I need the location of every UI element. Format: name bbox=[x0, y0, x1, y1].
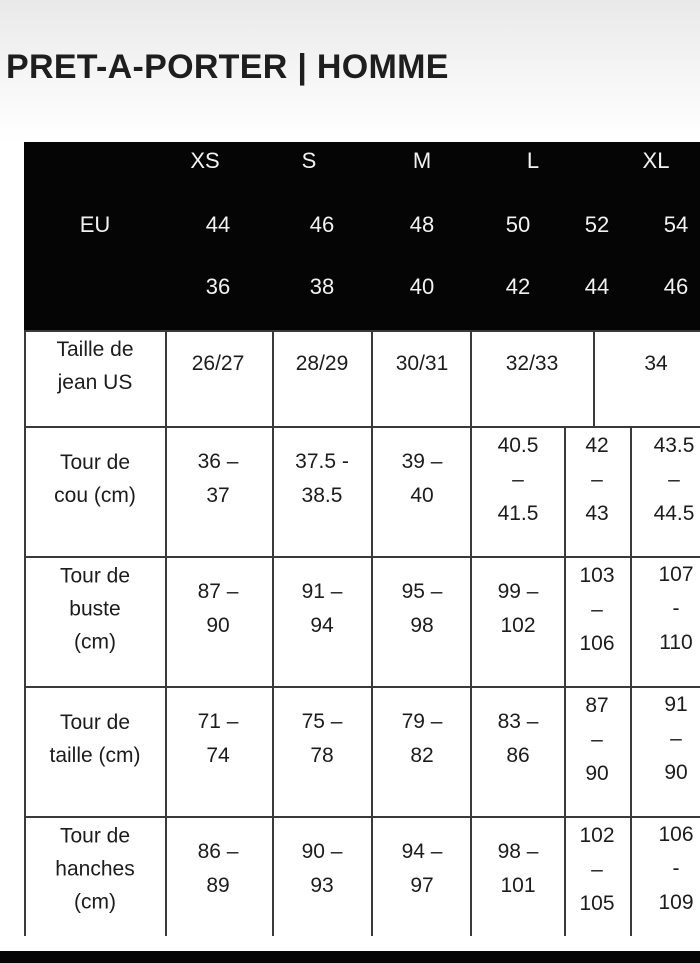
chest-l-52: 103 – 106 bbox=[579, 564, 615, 655]
eu-size-50: 50 bbox=[505, 212, 531, 237]
eu-size-46: 46 bbox=[309, 212, 335, 237]
alt-size-46: 46 bbox=[663, 274, 689, 299]
row-divider bbox=[24, 686, 700, 688]
column-divider bbox=[165, 330, 167, 936]
bottom-bar bbox=[0, 951, 700, 963]
hips-s: 90 – 93 bbox=[301, 840, 343, 897]
bottom-spacer bbox=[0, 936, 700, 951]
column-divider bbox=[470, 330, 472, 936]
eu-size-52: 52 bbox=[584, 212, 610, 237]
alt-size-38: 38 bbox=[309, 274, 335, 299]
row-divider bbox=[24, 816, 700, 818]
row-label-neck: Tour de cou (cm) bbox=[54, 451, 136, 507]
chest-xs: 87 – 90 bbox=[197, 580, 239, 637]
waist-s: 75 – 78 bbox=[301, 710, 343, 767]
row-label-chest: Tour de buste (cm) bbox=[59, 564, 131, 654]
alt-size-44: 44 bbox=[584, 274, 610, 299]
row-divider bbox=[24, 556, 700, 558]
jean-xl: 34 bbox=[644, 352, 668, 375]
neck-l-52: 42 – 43 bbox=[585, 434, 609, 525]
waist-xs: 71 – 74 bbox=[197, 710, 239, 767]
eu-size-48: 48 bbox=[409, 212, 435, 237]
column-divider bbox=[630, 426, 632, 936]
waist-l-52: 87 – 90 bbox=[585, 694, 609, 785]
row-label-jean: Taille de jean US bbox=[56, 338, 134, 394]
hips-xs: 86 – 89 bbox=[197, 840, 239, 897]
column-divider bbox=[564, 426, 566, 936]
size-s: S bbox=[301, 148, 317, 173]
neck-s: 37.5 - 38.5 bbox=[295, 450, 349, 507]
neck-l-50: 40.5 – 41.5 bbox=[497, 434, 539, 525]
waist-xl: 91 – 90 bbox=[664, 693, 688, 784]
hips-l-50: 98 – 101 bbox=[497, 840, 539, 897]
page-title: PRET-A-PORTER | HOMME bbox=[6, 48, 449, 86]
hips-m: 94 – 97 bbox=[401, 840, 443, 897]
alt-size-36: 36 bbox=[205, 274, 231, 299]
column-divider bbox=[24, 330, 26, 936]
jean-m: 30/31 bbox=[395, 352, 449, 375]
table-header bbox=[24, 142, 700, 330]
size-xs: XS bbox=[190, 148, 220, 173]
jean-xs: 26/27 bbox=[191, 352, 245, 375]
row-label-hips: Tour de hanches (cm) bbox=[55, 824, 135, 914]
neck-m: 39 – 40 bbox=[401, 450, 443, 507]
chest-m: 95 – 98 bbox=[401, 580, 443, 637]
eu-size-54: 54 bbox=[663, 212, 689, 237]
hips-l-52: 102 – 105 bbox=[579, 824, 615, 915]
size-m: M bbox=[412, 148, 432, 173]
row-divider bbox=[24, 330, 700, 332]
eu-size-44: 44 bbox=[205, 212, 231, 237]
column-divider bbox=[272, 330, 274, 936]
size-xl: XL bbox=[642, 148, 670, 173]
hips-xl: 106 - 109 bbox=[658, 823, 694, 914]
chest-l-50: 99 – 102 bbox=[497, 580, 539, 637]
chest-s: 91 – 94 bbox=[301, 580, 343, 637]
column-divider bbox=[371, 330, 373, 936]
column-divider bbox=[593, 330, 595, 426]
neck-xs: 36 – 37 bbox=[197, 450, 239, 507]
row-divider bbox=[24, 426, 700, 428]
neck-xl: 43.5 – 44.5 bbox=[653, 434, 695, 525]
jean-l: 32/33 bbox=[505, 352, 559, 375]
size-l: L bbox=[526, 148, 540, 173]
alt-size-42: 42 bbox=[505, 274, 531, 299]
waist-l-50: 83 – 86 bbox=[497, 710, 539, 767]
row-label-waist: Tour de taille (cm) bbox=[49, 711, 141, 767]
eu-label: EU bbox=[79, 212, 111, 237]
size-chart-table bbox=[24, 142, 700, 936]
jean-s: 28/29 bbox=[295, 352, 349, 375]
waist-m: 79 – 82 bbox=[401, 710, 443, 767]
chest-xl: 107 - 110 bbox=[658, 563, 694, 654]
alt-size-40: 40 bbox=[409, 274, 435, 299]
